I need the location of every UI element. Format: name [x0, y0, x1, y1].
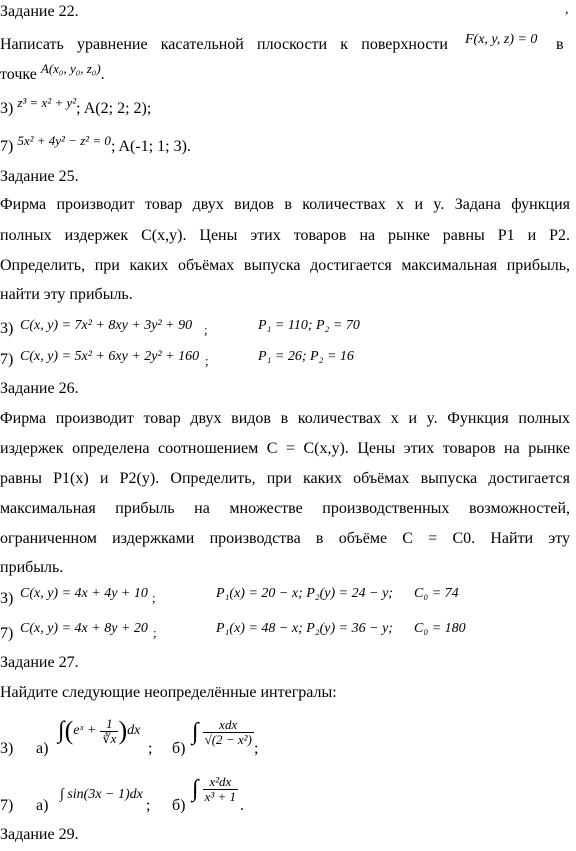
item-number: 3)	[0, 590, 14, 607]
integral-a: ∫ sin(3x − 1)dx	[60, 787, 143, 802]
task-22-title: Задание 22.	[0, 3, 79, 20]
task-25-title: Задание 25.	[0, 168, 79, 185]
item-separator: ;	[205, 353, 209, 368]
item-point: ; A(2; 2; 2);	[76, 100, 152, 117]
task-22-text-1-tail: в	[556, 36, 564, 53]
task-25-line-1: Фирма производит товар двух видов в количествах x и y. Задана функция	[0, 196, 570, 213]
task-27-item-3	[0, 714, 576, 774]
item-number: 3)	[0, 740, 14, 757]
task-27-item-7	[0, 775, 576, 823]
item-point: ; A(-1; 1; 3).	[110, 138, 191, 155]
task-27-intro: Найдите следующие неопределённые интегралы:	[0, 684, 337, 701]
task-25-line-2: полных издержек C(x,y). Цены этих товаров на рынке равны P1 и P2.	[0, 227, 570, 244]
cost-function: C(x, y) = 4x + 8y + 20	[20, 621, 148, 636]
task-25-line-4: найти эту прибыль.	[0, 286, 133, 303]
paren-open: (	[64, 716, 74, 745]
part-b-label: б)	[172, 740, 186, 757]
part-a-label: а)	[36, 740, 49, 757]
item-separator: ;	[148, 740, 153, 757]
task-26-line-1: Фирма производит товар двух видов в количествах x и y. Функция полных	[0, 410, 570, 427]
task-22-text-2-tail: .	[100, 66, 105, 83]
task-26-line-2: издержек определена соотношением C = C(x,y). Цены этих товаров на рынке	[0, 440, 570, 457]
item-formula: 5x² + 4y² − z² = 0	[17, 133, 111, 148]
item-number: 3)	[0, 100, 14, 117]
fraction	[100, 717, 118, 746]
task-26-line-6: прибыль.	[0, 559, 64, 576]
paren-close: )	[118, 716, 128, 745]
integral-b	[192, 718, 254, 747]
surface-formula: F(x, y, z) = 0	[465, 32, 538, 47]
task-22-text-1: Написать уравнение касательной плоскости к поверхности	[0, 36, 448, 53]
integral-a	[58, 716, 140, 746]
prices: P₁ = 110; P₂ = 70	[258, 318, 360, 333]
exp-term: eˣ +	[73, 723, 97, 738]
numerator: 1	[100, 717, 118, 732]
prices: P₁ = 26; P₂ = 16	[258, 349, 354, 364]
point-formula: A(x₀, y₀, z₀)	[40, 61, 101, 76]
denominator: √(2 − x²)	[204, 732, 252, 747]
fraction	[203, 775, 238, 804]
integral-sign: ∫	[192, 776, 199, 802]
integral-sign: ∫	[192, 719, 199, 745]
numerator: x²dx	[203, 775, 238, 790]
task-29-title: Задание 29.	[0, 826, 79, 843]
prices: P₁(x) = 48 − x; P₂(y) = 36 − y;	[216, 621, 393, 636]
denominator: x³ + 1	[204, 789, 237, 804]
task-26-line-4: максимальная прибыль на множестве производственных возможностей,	[0, 500, 570, 517]
task-22-text-2: точке	[0, 66, 37, 83]
task-22-item-7	[0, 133, 191, 156]
integral-b	[192, 775, 238, 804]
numerator: xdx	[203, 718, 254, 733]
fraction	[203, 718, 254, 747]
item-number: 3)	[0, 320, 14, 337]
cost-function: C(x, y) = 4x + 4y + 10	[20, 586, 148, 601]
part-a-label: а)	[36, 797, 49, 814]
task-22-line-2	[0, 61, 105, 84]
item-number: 7)	[0, 351, 14, 368]
integral-sign: ∫	[58, 717, 65, 744]
part-b-label: б)	[172, 797, 186, 814]
item-number: 7)	[0, 625, 14, 642]
budget-c0: C₀ = 74	[414, 586, 459, 601]
denominator: ∛x	[102, 730, 117, 746]
prices: P₁(x) = 20 − x; P₂(y) = 24 − y;	[216, 586, 393, 601]
task-26-title: Задание 26.	[0, 380, 79, 397]
task-27-title: Задание 27.	[0, 654, 79, 671]
task-25-line-3: Определить, при каких объёмах выпуска достигается максимальная прибыль,	[0, 257, 570, 274]
item-separator: ;	[152, 590, 156, 605]
item-end: .	[240, 797, 244, 814]
cost-function: C(x, y) = 7x² + 8xy + 3y² + 90	[20, 318, 193, 333]
task-26-line-5: ограниченном издержками производства в объёме C = C0. Найти эту	[0, 530, 570, 547]
item-number: 7)	[0, 138, 14, 155]
item-separator: ;	[146, 797, 151, 814]
item-number: 7)	[0, 797, 14, 814]
item-separator: ;	[153, 625, 157, 640]
stray-comma: ,	[565, 2, 569, 17]
cost-function: C(x, y) = 5x² + 6xy + 2y² + 160	[20, 349, 200, 364]
item-end: ;	[254, 740, 259, 757]
task-22-item-3	[0, 95, 152, 118]
budget-c0: C₀ = 180	[414, 621, 466, 636]
item-separator: ;	[204, 322, 208, 337]
item-formula: z³ = x² + y²	[17, 95, 77, 110]
differential: dx	[127, 723, 141, 738]
task-26-line-3: равны P1(x) и P2(y). Определить, при каких объёмах выпуска достигается	[0, 470, 570, 487]
